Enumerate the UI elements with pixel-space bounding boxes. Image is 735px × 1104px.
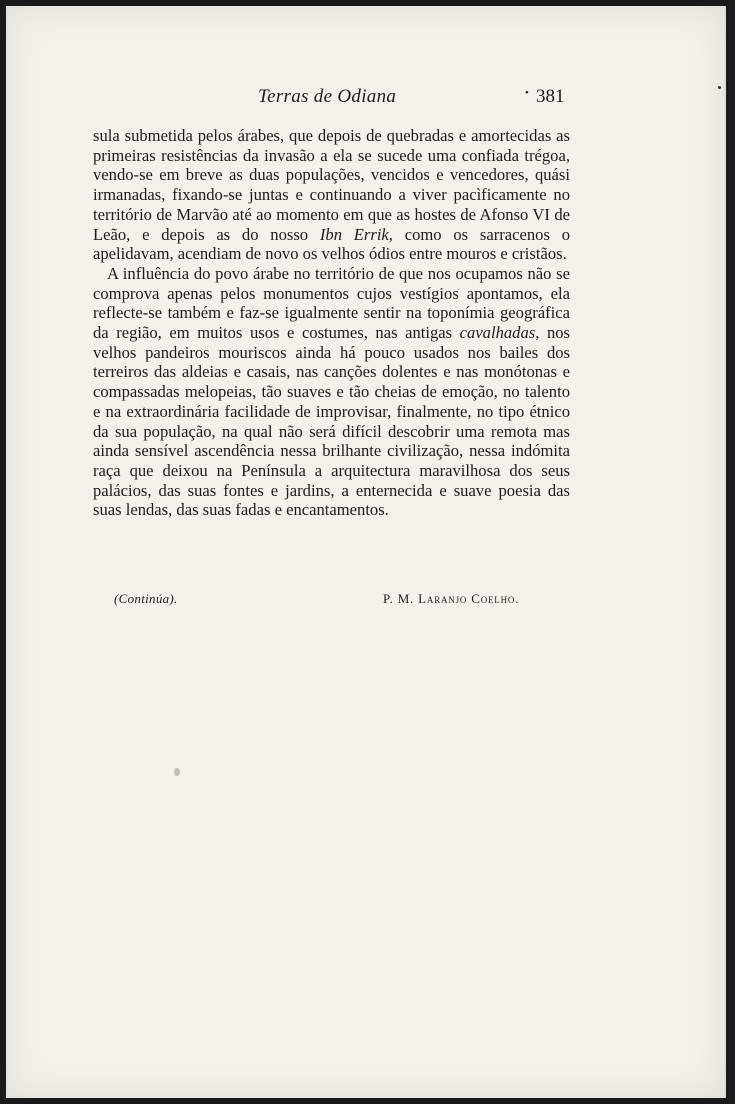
paragraph-2-part-c: nos velhos pandeiros mouriscos ainda há pouco usados nos bailes dos terreiros das aldeias e casais, nas canções dolentes e nas monótonas e compassadas melopeias, tão suaves e tão cheias de emoção, no talento e na extraordinária facilidade de improvisar, finalmente, no tipo étnico da sua população, na qual não será difícil descobrir uma remota mas ainda sensível ascendência nessa brilhante civilização, nessa indómita raça que deixou na Península a arquitectura maravilhosa dos seus palácios, das suas fontes e jardins, a enternecida e suave poesia das suas lendas, das suas fadas e encantamentos.	[93, 323, 570, 520]
author-signature: P. M. Laranjo Coelho.	[383, 591, 520, 606]
speck-decoration	[174, 768, 180, 776]
speck-decoration	[718, 86, 721, 89]
page-number: 381	[536, 86, 565, 107]
continua-note: (Continúa).	[114, 591, 178, 606]
paragraph-1	[93, 126, 570, 264]
signature-line	[6, 591, 724, 615]
paragraph-2-part-a: A influência do povo árabe no território de que nos ocupamos não se comprova apenas pelos monumentos cujos vestígios apontamos, ela reflecte-se também e faz-se igualmente sentir na toponímia geográfica da região, em muitos usos e costumes, nas antigas	[93, 263, 570, 343]
running-title: Terras de Odiana	[258, 86, 397, 107]
paragraph-2	[93, 264, 570, 520]
running-header	[6, 84, 724, 114]
paragraph-1-part-a: sula submetida pelos árabes, que depois de quebradas e amortecidas as primeiras resistências da invasão a ela se sucede uma confiada trégoa, vendo-se em breve as duas populações, vencidos e vencedores, quási irmanadas, fixando-se juntas e continuando a viver pacìficamente no território de Marvão até ao momento em que as hostes de Afonso VI de Leão, e depois as do nosso	[93, 126, 570, 244]
paragraph-1-part-c: como os sarracenos o apelidavam, acendiam de novo os velhos ódios entre mouros e cristãos.	[93, 224, 570, 264]
document-page	[6, 6, 726, 1098]
cavalhadas-italic: cavalhadas,	[459, 323, 540, 343]
ink-dot-icon: •	[525, 87, 529, 99]
body-text	[93, 126, 570, 520]
ibn-errik-italic: Ibn Errik,	[319, 224, 393, 244]
